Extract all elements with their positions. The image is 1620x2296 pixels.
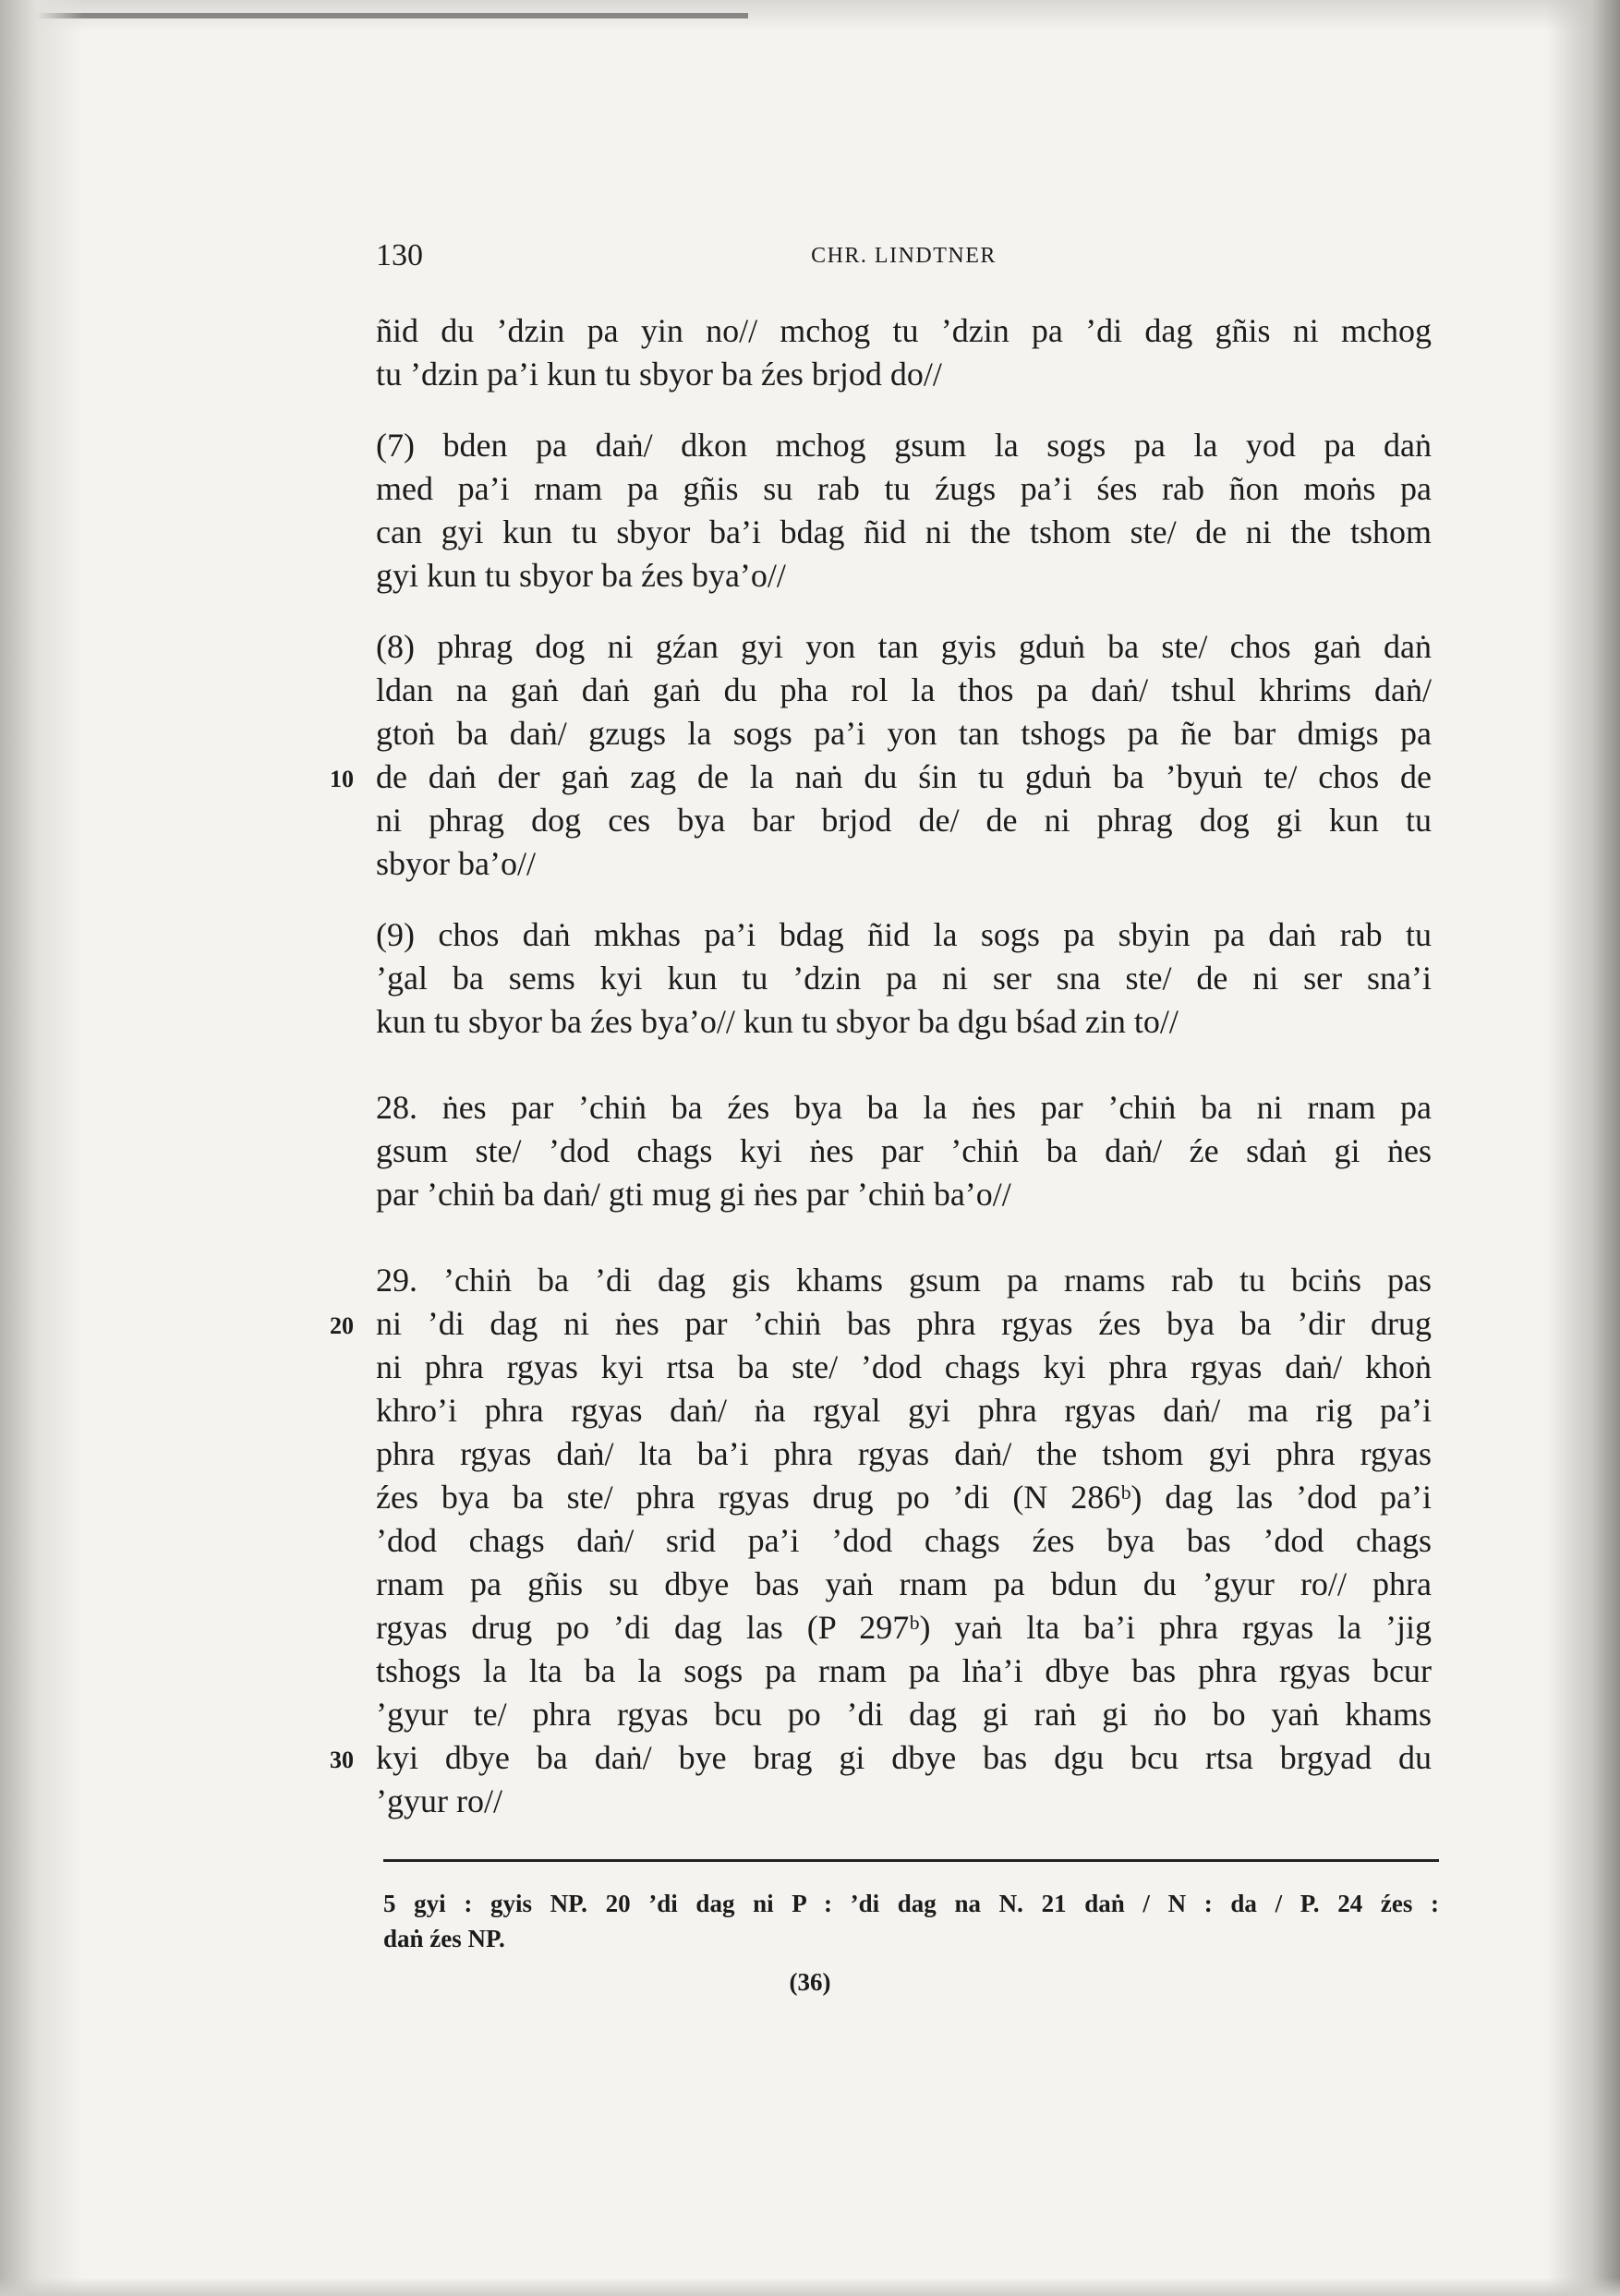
text-line: phra rgyas daṅ/ lta ba’i phra rgyas daṅ/ the tshom gyi phra rgyas	[376, 1435, 1432, 1472]
line-number: 30	[330, 1746, 354, 1773]
text-line: gyi kun tu sbyor ba źes bya’o//	[376, 557, 786, 594]
text-line: ni phra rgyas kyi rtsa ba ste/ ’dod chags kyi phra rgyas daṅ/ khoṅ	[376, 1348, 1432, 1385]
line-number: 10	[330, 766, 354, 792]
apparatus-line: 5 gyi : gyis NP. 20 ’di dag ni P : ’di dag na N. 21 daṅ / N : da / P. 24 źes :	[383, 1890, 1439, 1917]
text-line: ldan na gaṅ daṅ gaṅ du pha rol la thos pa daṅ/ tshul khrims daṅ/	[376, 671, 1432, 708]
text-line: rnam pa gñis su dbye bas yaṅ rnam pa bdun du ’gyur ro// phra	[376, 1565, 1432, 1602]
text-line: khro’i phra rgyas daṅ/ ṅa rgyal gyi phra rgyas daṅ/ ma rig pa’i	[376, 1392, 1432, 1429]
running-head: CHR. LINDTNER	[811, 244, 997, 268]
footnote-rule	[383, 1859, 1439, 1862]
text-line: ’gyur te/ phra rgyas bcu po ’di dag gi raṅ gi ṅo bo yaṅ khams	[376, 1696, 1432, 1733]
text-line: (9) chos daṅ mkhas pa’i bdag ñid la sogs pa sbyin pa daṅ rab tu	[376, 916, 1432, 953]
text-line: ’gal ba sems kyi kun tu ’dzin pa ni ser sna ste/ de ni ser sna’i	[376, 960, 1432, 997]
text-line: med pa’i rnam pa gñis su rab tu źugs pa’i śes rab ñon moṅs pa	[376, 470, 1432, 507]
text-line: ni phrag dog ces bya bar brjod de/ de ni phrag dog gi kun tu	[376, 802, 1432, 839]
line-number: 20	[330, 1312, 354, 1339]
text-line: (8) phrag dog ni gźan gyi yon tan gyis gduṅ ba ste/ chos gaṅ daṅ	[376, 628, 1432, 665]
text-line: tu ’dzin pa’i kun tu sbyor ba źes brjod do//	[376, 356, 942, 393]
scan-artifact-bar	[28, 13, 748, 18]
text-line: 28. ṅes par ’chiṅ ba źes bya ba la ṅes par ’chiṅ ba ni rnam pa	[376, 1089, 1432, 1126]
text-line: tshogs la lta ba la sogs pa rnam pa lṅa’i dbye bas phra rgyas bcur	[376, 1652, 1432, 1689]
text-line: gsum ste/ ’dod chags kyi ṅes par ’chiṅ ba daṅ/ źe sdaṅ gi ṅes	[376, 1132, 1432, 1169]
sheet-number: (36)	[789, 1968, 831, 1996]
page-header	[376, 238, 1432, 279]
text-line: gtoṅ ba daṅ/ gzugs la sogs pa’i yon tan tshogs pa ñe bar dmigs pa	[376, 715, 1432, 752]
paragraph-gap	[376, 886, 1432, 913]
paragraph-gap	[376, 1044, 1432, 1086]
text-line: ’gyur ro//	[376, 1782, 502, 1819]
text-line: ñid du ’dzin pa yin no// mchog tu ’dzin pa ’di dag gñis ni mchog	[376, 312, 1432, 349]
text-line: ’dod chags daṅ/ srid pa’i ’dod chags źes bya bas ’dod chags	[376, 1522, 1432, 1559]
text-line: rgyas drug po ’di dag las (P 297ᵇ) yaṅ lta ba’i phra rgyas la ’jig	[376, 1609, 1432, 1646]
text-line: 30 kyi dbye ba daṅ/ bye brag gi dbye bas dgu bcu rtsa brgyad du	[376, 1736, 1432, 1780]
scan-edge-bottom	[0, 2278, 1620, 2296]
scan-edge-left	[0, 0, 83, 2296]
text-line: sbyor ba’o//	[376, 845, 536, 882]
text-line: źes bya ba ste/ phra rgyas drug po ’di (N 286ᵇ) dag las ’dod pa’i	[376, 1479, 1432, 1516]
paragraph-gap	[376, 598, 1432, 625]
text-line: par ’chiṅ ba daṅ/ gti mug gi ṅes par ’chiṅ ba’o//	[376, 1176, 1011, 1213]
paragraph-gap	[376, 396, 1432, 424]
text-line: kun tu sbyor ba źes bya’o// kun tu sbyor ba dgu bśad zin to//	[376, 1003, 1179, 1040]
text-line: (7) bden pa daṅ/ dkon mchog gsum la sogs pa la yod pa daṅ	[376, 427, 1432, 464]
text-line: 10 de daṅ der gaṅ zag de la naṅ du śin tu gduṅ ba ’byuṅ te/ chos de	[376, 755, 1432, 799]
paragraph-gap	[376, 1216, 1432, 1259]
critical-apparatus	[383, 1886, 1439, 1956]
apparatus-line: daṅ źes NP.	[383, 1925, 505, 1952]
scan-edge-right	[1546, 0, 1620, 2296]
page-number: 130	[376, 238, 423, 272]
text-line: can gyi kun tu sbyor ba’i bdag ñid ni the tshom ste/ de ni the tshom	[376, 514, 1432, 550]
text-line: 29. ’chiṅ ba ’di dag gis khams gsum pa rnams rab tu bciṅs pas	[376, 1262, 1432, 1299]
text-line: 20 ni ’di dag ni ṅes par ’chiṅ bas phra rgyas źes bya ba ’dir drug	[376, 1302, 1432, 1346]
body-text	[330, 309, 1432, 1823]
